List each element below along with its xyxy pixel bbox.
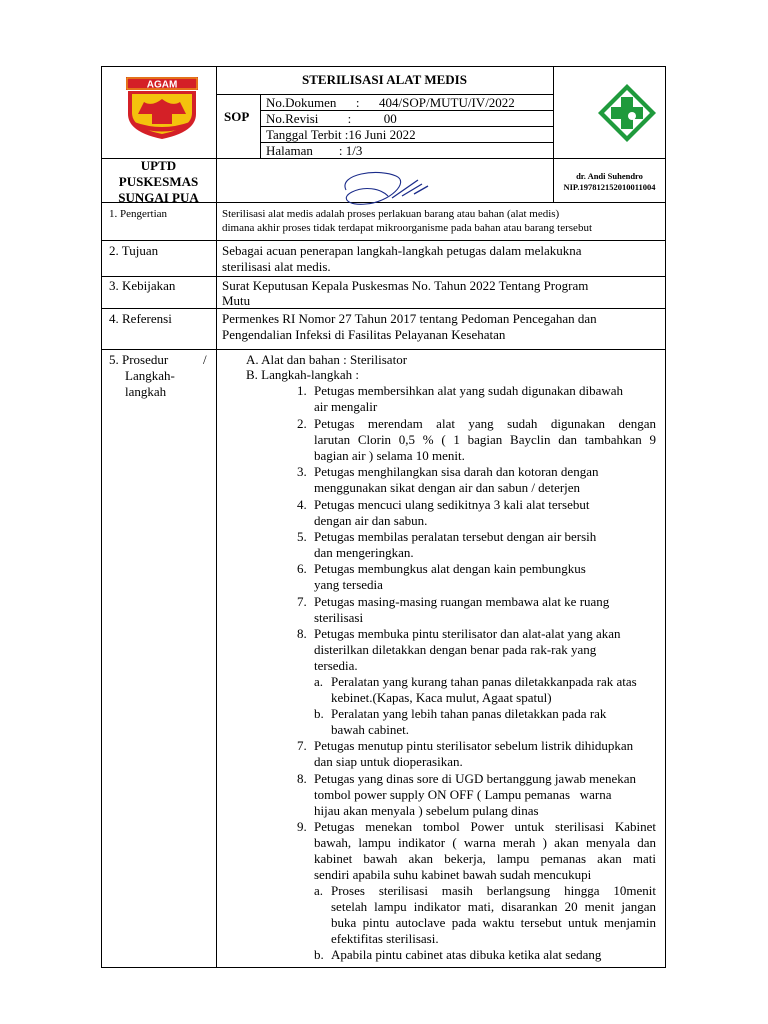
org-name-line2: PUSKESMAS xyxy=(118,174,199,189)
prosedur-label: 5. Prosedur xyxy=(109,352,169,367)
step-2-line3: bagian air ) selama 10 menit. xyxy=(314,448,465,463)
procedure-section-b: B. Langkah-langkah : xyxy=(246,367,359,382)
referensi-text-line1: Permenkes RI Nomor 27 Tahun 2017 tentang Pedoman Pencegahan dan xyxy=(222,311,597,326)
org-name-line1: UPTD xyxy=(140,158,177,173)
step-number: 2. xyxy=(297,416,307,431)
tujuan-text-line1: Sebagai acuan penerapan langkah-langkah petugas dalam melakukna xyxy=(222,243,582,258)
signature xyxy=(318,166,438,212)
grid-line xyxy=(101,276,666,277)
kebijakan-text-line2: Mutu xyxy=(222,293,251,308)
step-number: 8. xyxy=(297,771,307,786)
step-11a-line1: Proses sterilisasi masih berlangsung hingga 10menit xyxy=(331,883,656,898)
step-11-line4: sendiri apabila suhu kabinet bawah sudah mencukupi xyxy=(314,867,592,882)
prosedur-label-line2: Langkah- xyxy=(125,368,175,383)
kebijakan-label: 3. Kebijakan xyxy=(109,278,176,293)
step-10-line3: hijau akan menyala ) sebelum pulang dinas xyxy=(314,803,539,818)
step-number: 6. xyxy=(297,561,307,576)
no-revisi: No.Revisi : 00 xyxy=(266,111,397,126)
puskesmas-logo xyxy=(596,82,658,144)
step-11-line3: kabinet bawah akan bekerja, lampu pemanas akan mati xyxy=(314,851,656,866)
step-8a-line2: kebinet.(Kapas, Kaca mulut, Agaat spatul) xyxy=(331,690,552,705)
substep-letter: b. xyxy=(314,706,324,721)
step-1-line1: Petugas membersihkan alat yang sudah digunakan dibawah xyxy=(314,383,624,398)
kebijakan-text-line1: Surat Keputusan Kepala Puskesmas No. Tahun 2022 Tentang Program xyxy=(222,278,589,293)
halaman: Halaman : 1/3 xyxy=(266,143,363,158)
step-number: 5. xyxy=(297,529,307,544)
step-number: 3. xyxy=(297,464,307,479)
step-1-line2: air mengalir xyxy=(314,399,378,414)
step-7-line1: Petugas masing-masing ruangan membawa alat ke ruang xyxy=(314,594,610,609)
step-8-line2: disterilkan diletakkan dengan benar pada rak-rak yang xyxy=(314,642,597,657)
step-number: 8. xyxy=(297,626,307,641)
tanggal-terbit: Tanggal Terbit :16 Juni 2022 xyxy=(266,127,416,142)
step-8b-line2: bawah cabinet. xyxy=(331,722,409,737)
substep-letter: a. xyxy=(314,674,324,689)
step-number: 9. xyxy=(297,819,307,834)
step-8b-line1: Peralatan yang lebih tahan panas diletakkan pada rak xyxy=(331,706,607,721)
pengertian-text-line2: dimana akhir proses tidak terdapat mikroorganisme pada bahan atau barang tersebut xyxy=(222,222,592,234)
grid-line xyxy=(101,240,666,241)
step-9-line2: dan siap untuk dioperasikan. xyxy=(314,754,463,769)
step-6-line1: Petugas membungkus alat dengan kain pembungkus xyxy=(314,561,586,576)
no-dokumen: No.Dokumen : 404/SOP/MUTU/IV/2022 xyxy=(266,95,515,110)
referensi-label: 4. Referensi xyxy=(109,311,172,326)
step-11-line2: bawah, lampu indikator ( warna merah ) akan menyala dan xyxy=(314,835,656,850)
step-3-line1: Petugas menghilangkan sisa darah dan kotoran dengan xyxy=(314,464,599,479)
grid-line xyxy=(101,349,666,350)
pengertian-label: 1. Pengertian xyxy=(109,208,168,220)
step-5-line1: Petugas membilas peralatan tersebut dengan air bersih xyxy=(314,529,597,544)
document-title: STERILISASI ALAT MEDIS xyxy=(302,72,467,87)
step-2-line2: larutan Clorin 0,5 % ( 1 bagian Bayclin dan tambahkan 9 xyxy=(314,432,656,447)
procedure-section-a: A. Alat dan bahan : Sterilisator xyxy=(246,352,408,367)
sop-label: SOP xyxy=(224,109,250,124)
step-9-line1: Petugas menutup pintu sterilisator sebelum listrik dihidupkan xyxy=(314,738,634,753)
step-4-line2: dengan air dan sabun. xyxy=(314,513,428,528)
tujuan-label: 2. Tujuan xyxy=(109,243,159,258)
signer-nip: NIP.197812152010011004 xyxy=(563,182,656,192)
step-5-line2: dan mengeringkan. xyxy=(314,545,414,560)
step-8-line1: Petugas membuka pintu sterilisator dan alat-alat yang akan xyxy=(314,626,621,641)
step-11a-line4: efektifitas sterilisasi. xyxy=(331,931,439,946)
step-3-line2: menggunakan sikat dengan air dan sabun / deterjen xyxy=(314,480,581,495)
agam-regency-logo xyxy=(122,76,202,140)
org-name-line3: SUNGAI PUA xyxy=(118,190,199,205)
step-7-line2: sterilisasi xyxy=(314,610,364,625)
substep-letter: a. xyxy=(314,883,324,898)
step-number: 7. xyxy=(297,738,307,753)
step-11b-line1: Apabila pintu cabinet atas dibuka ketika alat sedang xyxy=(331,947,602,962)
step-number: 4. xyxy=(297,497,307,512)
step-11a-line2: setelah lampu indikator mati, disarankan 20 menit jangan xyxy=(331,899,656,914)
signer-name: dr. Andi Suhendro xyxy=(576,171,643,181)
referensi-text-line2: Pengendalian Infeksi di Fasilitas Pelayanan Kesehatan xyxy=(222,327,506,342)
prosedur-label-slash: / xyxy=(203,352,207,367)
substep-letter: b. xyxy=(314,947,324,962)
step-11-line1: Petugas menekan tombol Power untuk sterilisasi Kabinet xyxy=(314,819,656,834)
step-number: 1. xyxy=(297,383,307,398)
pengertian-text-line1: Sterilisasi alat medis adalah proses perlakuan barang atau bahan (alat medis) xyxy=(222,208,560,220)
tujuan-text-line2: sterilisasi alat medis. xyxy=(222,259,331,274)
grid-line xyxy=(101,308,666,309)
step-2-line1: Petugas merendam alat yang sudah digunakan dengan xyxy=(314,416,656,431)
step-8a-line1: Peralatan yang kurang tahan panas diletakkanpada rak atas xyxy=(331,674,637,689)
step-10-line2: tombol power supply ON OFF ( Lampu pemanas warna xyxy=(314,787,612,802)
step-10-line1: Petugas yang dinas sore di UGD bertanggung jawab menekan xyxy=(314,771,637,786)
step-number: 7. xyxy=(297,594,307,609)
agam-logo-text: AGAM xyxy=(146,79,178,91)
step-11a-line3: buka pintu autoclave pada waktu tersebut untuk menjamin xyxy=(331,915,656,930)
step-6-line2: yang tersedia xyxy=(314,577,383,592)
prosedur-label-line3: langkah xyxy=(125,384,167,399)
step-4-line1: Petugas mencuci ulang sedikitnya 3 kali alat tersebut xyxy=(314,497,590,512)
step-8-line3: tersedia. xyxy=(314,658,358,673)
